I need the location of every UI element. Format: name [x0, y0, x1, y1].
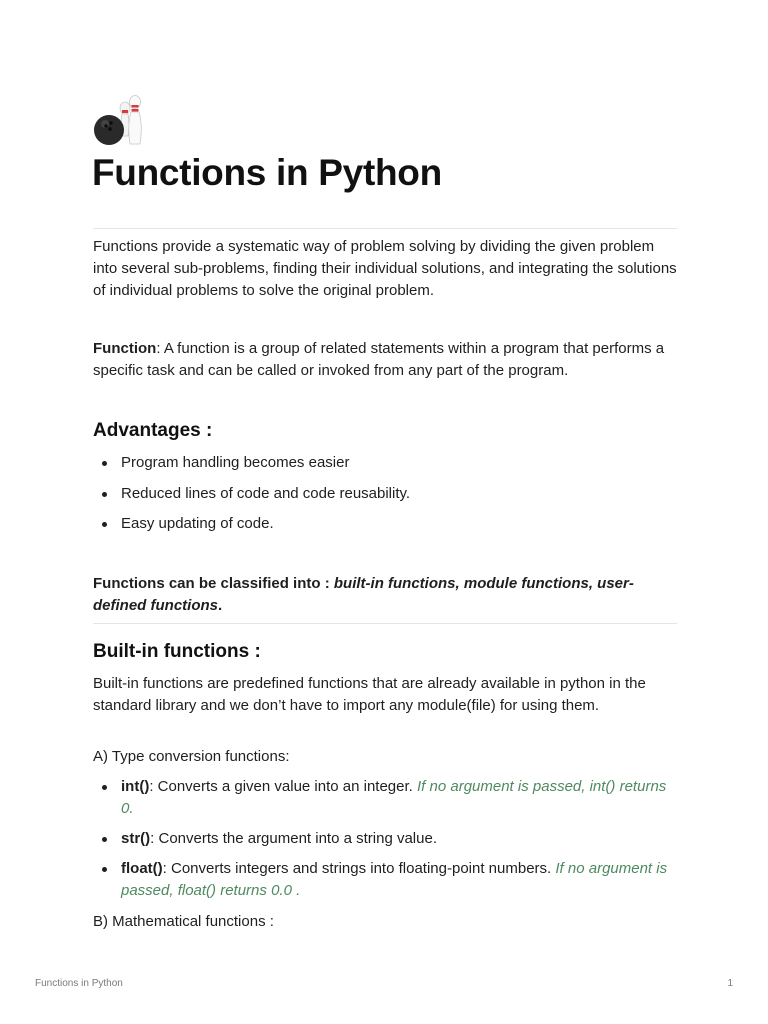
function-description: Converts integers and strings into floating-point numbers. [166, 860, 556, 877]
list-item-text [121, 858, 677, 902]
function-name: int() [121, 778, 150, 795]
section-divider [93, 623, 677, 624]
list-item [93, 452, 677, 474]
list-item-text [121, 776, 677, 820]
list-item-text: Easy updating of code. [121, 515, 274, 532]
definition-separator: : [156, 340, 161, 357]
bullet-icon [102, 837, 107, 842]
list-item-text: Reduced lines of code and code reusability. [121, 485, 411, 502]
definition-term: Function [93, 340, 157, 357]
bullet-icon [102, 492, 107, 497]
definition-paragraph [93, 338, 677, 382]
list-item [93, 513, 677, 535]
function-description: Converts a given value into an integer. [153, 778, 417, 795]
section-a-label: A) Type conversion functions: [93, 748, 290, 765]
section-b-label: B) Mathematical functions : [93, 913, 274, 930]
list-item-text [121, 828, 677, 850]
list-item [93, 828, 677, 850]
function-separator: : [150, 830, 155, 847]
list-item [93, 483, 677, 505]
footer-page-number: 1 [727, 978, 733, 989]
bullet-icon [102, 867, 107, 872]
advantages-heading: Advantages : [93, 420, 213, 441]
builtin-heading: Built-in functions : [93, 641, 261, 662]
function-note: If no argument is passed, int() returns 0. [121, 778, 667, 817]
builtin-description: Built-in functions are predefined functions that are already available in python in the standard library and we don’t have to import any module(file) for using them. [93, 675, 646, 714]
title-divider [93, 228, 677, 229]
function-note: If no argument is passed, float() returns 0.0 . [121, 860, 668, 899]
bowling-icon [93, 94, 149, 148]
bullet-icon [102, 522, 107, 527]
intro-paragraph: Functions provide a systematic way of problem solving by dividing the given problem into several sub-problems, finding their individual solutions, and integrating the solutions of individual problems to solve the original problem. [93, 238, 677, 299]
list-item [93, 858, 677, 902]
footer-doc-title: Functions in Python [35, 978, 123, 989]
classification-types: built-in functions, module functions, user-defined functions [93, 575, 634, 614]
classification-lead: Functions can be classified into : [93, 575, 334, 592]
function-name: str() [121, 830, 151, 847]
page-title: Functions in Python [92, 152, 442, 193]
function-separator: : [149, 778, 154, 795]
function-separator: : [162, 860, 167, 877]
function-name: float() [121, 860, 163, 877]
classification-end: . [218, 597, 223, 614]
bullet-icon [102, 785, 107, 790]
function-description: Converts the argument into a string value. [154, 830, 437, 847]
classification-paragraph [93, 573, 677, 617]
list-item [93, 776, 677, 820]
list-item-text: Program handling becomes easier [121, 454, 350, 471]
bullet-icon [102, 461, 107, 466]
definition-text: A function is a group of related statements within a program that performs a specific task and can be called or invoked from any part of the program. [93, 340, 665, 379]
